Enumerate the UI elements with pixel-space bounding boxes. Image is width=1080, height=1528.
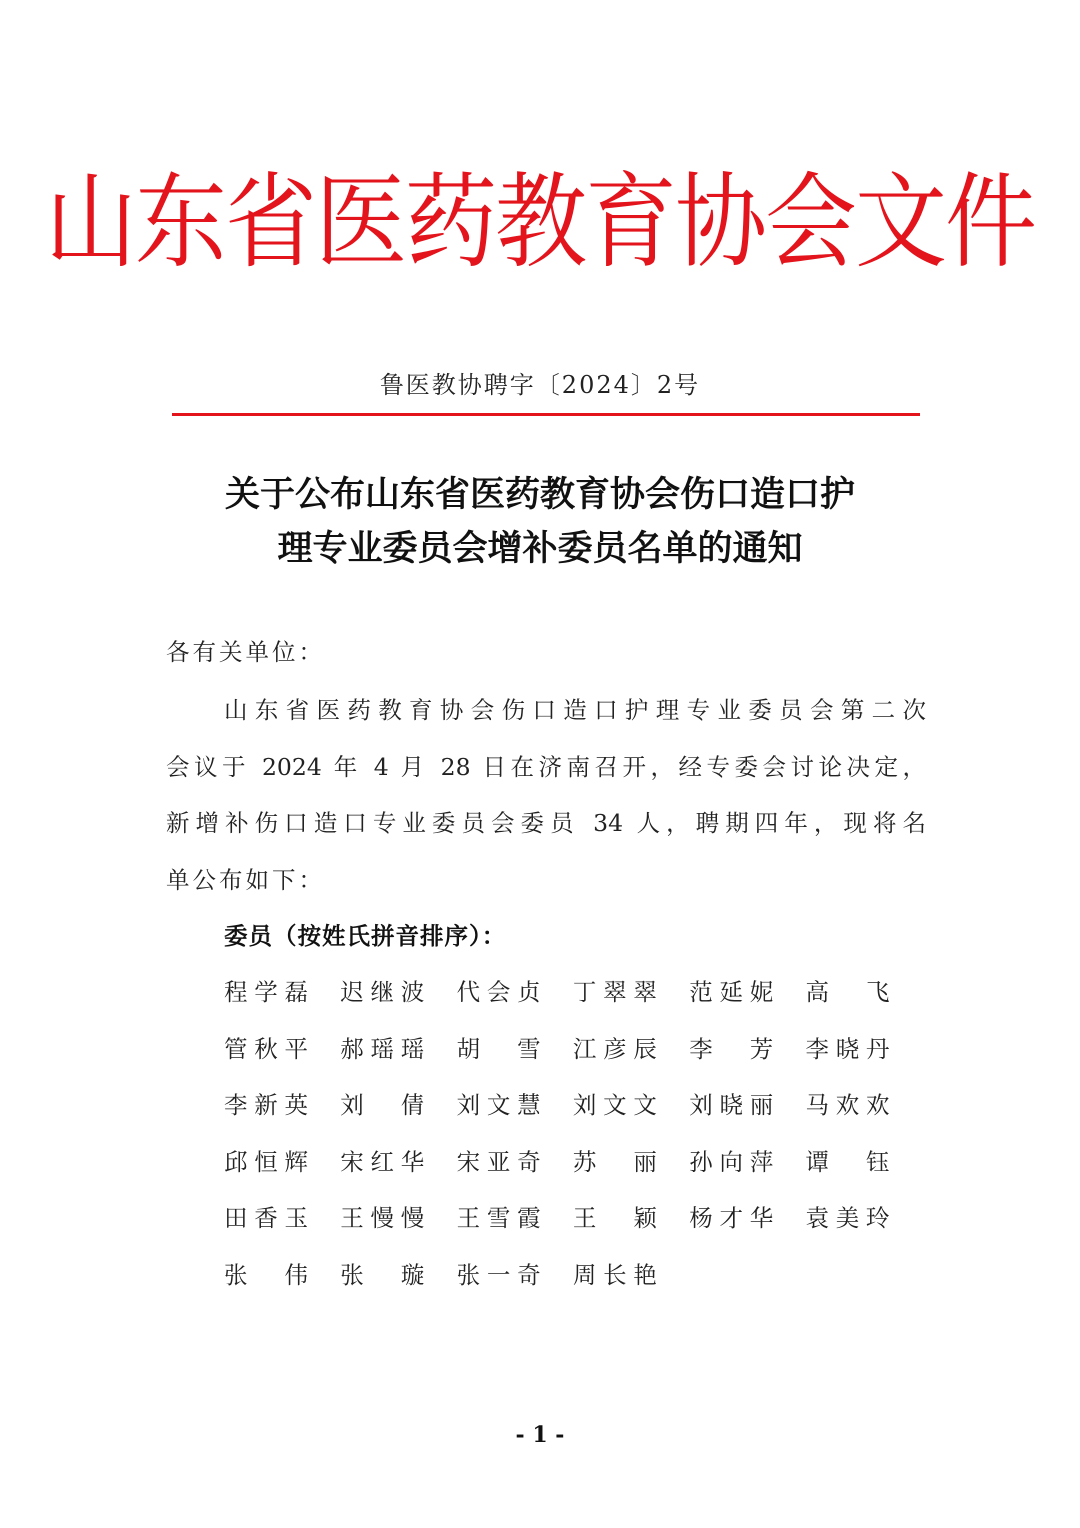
member-name: 程 学 磊 [224,978,308,1006]
paragraph-line-3: 新增补伤口造口专业委员会委员 34 人，聘期四年，现将名 [166,809,926,837]
member-name: 刘 文 文 [572,1091,657,1119]
member-name: 刘 倩 [340,1091,425,1119]
member-name: 王 慢 慢 [340,1204,425,1232]
member-name: 孙 向 萍 [689,1147,774,1176]
member-name: 代 会 贞 [456,978,541,1006]
member-name: 李 芳 [689,1034,774,1063]
member-name: 范 延 妮 [689,978,774,1006]
member-name: 张 伟 [224,1260,308,1289]
member-name: 邱 恒 辉 [224,1147,308,1176]
member-name: 高 飞 [805,978,890,1006]
member-name: 刘 文 慧 [456,1091,541,1119]
notice-title-line-2: 理专业委员会增补委员名单的通知 [277,528,803,569]
member-name: 王 雪 霞 [456,1204,541,1232]
page-number: - 1 - [515,1422,565,1448]
member-name: 郝 瑶 瑶 [340,1034,425,1063]
member-name: 迟 继 波 [340,978,425,1006]
member-name: 周 长 艳 [572,1260,657,1289]
notice-title-line-1: 关于公布山东省医药教育协会伤口造口护 [224,474,855,515]
member-name: 袁 美 玲 [805,1204,890,1232]
member-name: 杨 才 华 [689,1204,774,1232]
paragraph-line-4: 单公布如下： [166,865,325,894]
member-name: 刘 晓 丽 [689,1091,774,1119]
member-name: 马 欢 欢 [805,1091,890,1119]
red-divider-line [172,413,920,416]
paragraph-line-2: 会议于 2024 年 4 月 28 日在济南召开，经专委会讨论决定， [166,752,926,781]
member-name: 宋 红 华 [340,1147,425,1176]
member-name: 谭 钰 [805,1147,890,1176]
member-name: 宋 亚 奇 [456,1147,541,1176]
member-name: 李 新 英 [224,1091,308,1119]
member-name: 胡 雪 [456,1034,541,1063]
members-heading: 委员（按姓氏拼音排序）： [224,922,507,950]
member-name: 丁 翠 翠 [572,978,657,1006]
member-name: 李 晓 丹 [805,1034,890,1063]
notice-title [120,468,960,576]
member-name: 田 香 玉 [224,1204,308,1232]
member-name: 江 彦 辰 [572,1034,657,1063]
document-header-title: 山东省医药教育协会文件 [44,162,1035,283]
member-name: 管 秋 平 [224,1034,308,1063]
member-list [224,964,924,1303]
member-name: 张 璇 [340,1260,425,1289]
member-name: 苏 丽 [572,1147,657,1176]
body-paragraph [166,682,926,908]
salutation: 各有关单位： [166,638,325,666]
paragraph-line-1: 山东省医药教育协会伤口造口护理专业委员会第二次 [224,696,926,724]
member-name: 王 颖 [572,1204,657,1232]
member-name: 张 一 奇 [456,1260,541,1289]
document-number: 鲁医教协聘字〔2024〕2号 [379,371,701,399]
